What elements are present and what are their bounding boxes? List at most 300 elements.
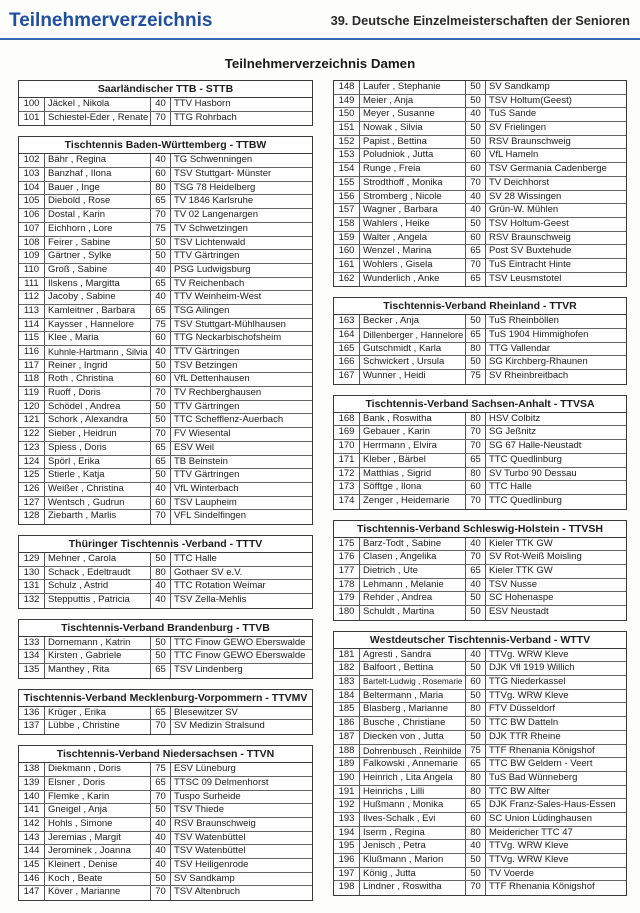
club-name: TuS Sande (489, 108, 537, 120)
start-number: 141 (19, 804, 45, 817)
participant-name: Meyer , Susanne (360, 108, 466, 121)
participant-row (334, 273, 626, 287)
participant-name: Manthey , Rita (45, 664, 151, 678)
age-class: 65 (466, 758, 486, 771)
participant-row (19, 264, 312, 278)
club-name: TTC Rotation Weimar (174, 580, 266, 592)
participant-name: König , Jutta (360, 868, 466, 881)
participant-row (334, 329, 626, 343)
club-name: TTV Weinheim-West (174, 291, 262, 303)
association-section (18, 689, 313, 735)
club-name: Blesewitzer SV (174, 706, 238, 718)
participant-name: Jenisch , Petra (360, 840, 466, 853)
age-class: 50 (466, 606, 486, 620)
age-class: 50 (466, 854, 486, 867)
age-class: 40 (466, 204, 486, 217)
participant-row (334, 149, 626, 163)
club-name: TTF Rhenania Königshof (489, 744, 595, 756)
participant-row (334, 495, 626, 509)
club-name: TTC Finow GEWO Eberswalde (174, 650, 306, 662)
start-number: 108 (19, 237, 45, 250)
start-number: 151 (334, 122, 360, 135)
age-class: 50 (151, 553, 171, 566)
club-name: DJK TTR Rheine (489, 730, 561, 742)
participant-row (334, 356, 626, 370)
club-name: HSV Colbitz (489, 412, 541, 424)
participant-name: Köver , Marianne (45, 886, 151, 900)
participant-list-right-column (333, 80, 627, 906)
participant-row (334, 232, 626, 246)
age-class: 50 (466, 95, 486, 108)
start-number: 130 (19, 567, 45, 580)
association-section (333, 297, 627, 384)
participant-name: Hohls , Simone (45, 818, 151, 831)
participant-name: Nowak , Silvia (360, 122, 466, 135)
participant-name: Ilves-Schalk , Evi (360, 813, 466, 826)
participant-row (19, 483, 312, 497)
start-number: 157 (334, 204, 360, 217)
club-name: TV Deichhorst (489, 176, 550, 188)
club-name: TSV Watenbüttel (174, 845, 246, 857)
participant-name: Roth , Christina (45, 373, 151, 386)
association-section (18, 745, 313, 901)
age-class: 40 (466, 191, 486, 204)
participant-name: Runge , Freia (360, 163, 466, 176)
participant-row (19, 553, 312, 567)
age-class: 50 (151, 469, 171, 482)
start-number: 163 (334, 315, 360, 328)
participant-row (334, 565, 626, 579)
participant-name: Koch , Beate (45, 873, 151, 886)
participant-row (19, 154, 312, 168)
start-number: 132 (19, 594, 45, 608)
participant-row (19, 278, 312, 292)
age-class: 40 (466, 108, 486, 121)
participant-name: Söfftge , Ilona (360, 481, 466, 494)
club-name: PSG Ludwigsburg (174, 263, 251, 275)
age-class: 80 (466, 468, 486, 481)
start-number: 185 (334, 703, 360, 716)
age-class: 50 (151, 360, 171, 373)
start-number: 107 (19, 223, 45, 236)
club-name: TSV Leusmstotel (489, 272, 562, 284)
list-title: Teilnehmerverzeichnis Damen (224, 56, 416, 71)
participant-row (19, 594, 312, 608)
club-name: TSV Watenbüttel (174, 831, 246, 843)
club-name: TSV Nusse (489, 578, 538, 590)
club-name: TTG Niederkassel (489, 676, 566, 688)
participant-row (19, 859, 312, 873)
participant-name: Diecken von , Jutta (360, 731, 466, 744)
age-class: 70 (466, 259, 486, 272)
start-number: 117 (19, 360, 45, 373)
participant-name: Dornemann , Katrin (45, 637, 151, 650)
club-name: SV Sandkamp (489, 81, 550, 92)
club-name: RSV Braunschweig (489, 231, 571, 243)
participant-name: Barz-Todt , Sabine (360, 538, 466, 551)
start-number: 196 (334, 854, 360, 867)
age-class: 50 (466, 315, 486, 328)
participant-name: Mehner , Carola (45, 553, 151, 566)
participant-row (19, 442, 312, 456)
age-class: 70 (151, 510, 171, 524)
club-name: VfL Winterbach (174, 482, 239, 494)
participant-name: Schwickert , Ursula (360, 356, 466, 369)
age-class: 40 (151, 98, 171, 111)
club-name: TTV Hasborn (174, 98, 231, 109)
club-name: Post SV Buxtehude (489, 245, 572, 257)
age-class: 70 (151, 720, 171, 734)
participant-row (19, 428, 312, 442)
age-class: 65 (466, 273, 486, 287)
start-number: 137 (19, 720, 45, 734)
participant-row (334, 745, 626, 759)
club-name: Kieler TTK GW (489, 564, 553, 576)
club-name: TV 02 Langenargen (174, 209, 258, 221)
start-number: 158 (334, 218, 360, 231)
age-class: 70 (151, 209, 171, 222)
start-number: 174 (334, 495, 360, 509)
start-number: 127 (19, 497, 45, 510)
club-name: SG Kirchberg-Rhaunen (489, 356, 588, 368)
club-name: TV 1846 Karlsruhe (174, 195, 254, 207)
section-heading: Westdeutscher Tischtennis-Verband - WTTV (334, 632, 626, 649)
age-class: 50 (151, 250, 171, 263)
club-name: VfL Dettenhausen (174, 373, 250, 385)
participant-name: Gneigel , Anja (45, 804, 151, 817)
participant-row (19, 650, 312, 664)
age-class: 65 (151, 442, 171, 455)
participant-name: Kuhnle-Hartmann , Silvia (45, 346, 151, 359)
start-number: 190 (334, 772, 360, 785)
age-class: 70 (466, 881, 486, 895)
start-number: 183 (334, 676, 360, 689)
start-number: 182 (334, 662, 360, 675)
participant-row (19, 401, 312, 415)
participant-name: Krüger , Erika (45, 707, 151, 720)
participant-name: Banzhaf , Ilona (45, 168, 151, 181)
club-name: Meidericher TTC 47 (489, 826, 573, 838)
participant-row (19, 223, 312, 237)
start-number: 177 (334, 565, 360, 578)
club-name: SV Rheinbreitbach (489, 370, 569, 382)
participant-row (19, 305, 312, 319)
participant-row (334, 662, 626, 676)
club-name: TTG Vallendar (489, 342, 551, 354)
age-class: 50 (151, 650, 171, 663)
participant-row (334, 538, 626, 552)
start-number: 135 (19, 664, 45, 678)
club-name: TTV Gärtringen (174, 400, 240, 412)
age-class: 65 (151, 664, 171, 678)
participant-name: Reiner , Ingrid (45, 360, 151, 373)
club-name: Gothaer SV e.V. (174, 566, 243, 578)
club-name: ESV Weil (174, 441, 214, 453)
participant-name: Dohrenbusch , Reinhilde (360, 745, 466, 758)
club-name: TTC Finow GEWO Eberswalde (174, 636, 306, 648)
age-class: 80 (151, 567, 171, 580)
participant-name: Wahlers , Heike (360, 218, 466, 231)
club-name: TSV Thiede (174, 804, 224, 816)
club-name: TSG 78 Heidelberg (174, 181, 256, 193)
club-name: VfL Hameln (489, 149, 539, 161)
start-number: 152 (334, 136, 360, 149)
club-name: SV Frielingen (489, 122, 547, 134)
age-class: 50 (466, 122, 486, 135)
participant-name: Lübbe , Christine (45, 720, 151, 734)
participant-row (334, 772, 626, 786)
participant-row (334, 703, 626, 717)
participant-name: Iserm , Regina (360, 827, 466, 840)
participant-name: Schiestel-Eder , Renate (45, 112, 151, 126)
club-name: VFL Sindelfingen (174, 510, 247, 522)
participant-row (19, 456, 312, 470)
participant-name: Agresti , Sandra (360, 649, 466, 662)
age-class: 75 (151, 763, 171, 776)
club-name: TuS 1904 Himmighofen (489, 329, 589, 340)
age-class: 40 (151, 818, 171, 831)
participant-name: Strodthoff , Monika (360, 177, 466, 190)
participant-name: Flemke , Karin (45, 791, 151, 804)
start-number: 179 (334, 592, 360, 605)
club-name: TV Rechberghausen (174, 387, 262, 399)
age-class: 40 (151, 845, 171, 858)
header-rule (0, 38, 640, 40)
start-number: 188 (334, 745, 360, 758)
start-number: 101 (19, 112, 45, 126)
start-number: 119 (19, 387, 45, 400)
participant-name: Groß , Sabine (45, 264, 151, 277)
participant-name: Clasen , Angelika (360, 551, 466, 564)
participant-name: Gebauer , Karin (360, 426, 466, 439)
participant-name: Wunderlich , Anke (360, 273, 466, 287)
start-number: 165 (334, 343, 360, 356)
participant-row (334, 163, 626, 177)
age-class: 80 (151, 182, 171, 195)
participant-row (19, 373, 312, 387)
participant-name: Papist , Bettina (360, 136, 466, 149)
age-class: 70 (466, 426, 486, 439)
start-number: 164 (334, 329, 360, 342)
participant-row (334, 592, 626, 606)
participant-row (19, 720, 312, 734)
age-class: 50 (466, 717, 486, 730)
participant-name: Feirer , Sabine (45, 237, 151, 250)
club-name: TSV Holtum-Geest (489, 217, 569, 229)
start-number: 145 (19, 859, 45, 872)
participant-name: Klußmann , Marion (360, 854, 466, 867)
age-class: 75 (151, 319, 171, 332)
club-name: TSV Betzingen (174, 359, 238, 371)
association-section (333, 80, 627, 287)
start-number: 123 (19, 442, 45, 455)
participant-name: Elsner , Doris (45, 777, 151, 790)
age-class: 80 (466, 343, 486, 356)
start-number: 168 (334, 413, 360, 426)
age-class: 65 (151, 195, 171, 208)
age-class: 70 (466, 177, 486, 190)
participant-name: Ilskens , Margitta (45, 278, 151, 291)
start-number: 134 (19, 650, 45, 663)
age-class: 50 (466, 662, 486, 675)
club-name: SC Hohenaspe (489, 592, 554, 604)
age-class: 70 (466, 551, 486, 564)
start-number: 189 (334, 758, 360, 771)
participant-name: Dietrich , Ute (360, 565, 466, 578)
start-number: 153 (334, 149, 360, 162)
participant-name: Becker , Anja (360, 315, 466, 328)
club-name: TTSC 09 Delmenhorst (174, 776, 269, 788)
age-class: 80 (466, 827, 486, 840)
participant-row (334, 649, 626, 663)
age-class: 60 (466, 232, 486, 245)
club-name: TTC Halle (489, 481, 532, 493)
participant-row (334, 758, 626, 772)
start-number: 187 (334, 731, 360, 744)
start-number: 112 (19, 291, 45, 304)
club-name: TTF Rhenania Königshof (489, 881, 595, 893)
participant-row (334, 426, 626, 440)
start-number: 105 (19, 195, 45, 208)
participant-name: Wagner , Barbara (360, 204, 466, 217)
participant-row (334, 551, 626, 565)
participant-row (334, 245, 626, 259)
age-class: 50 (151, 401, 171, 414)
association-section (18, 619, 313, 679)
club-name: SG 67 Halle-Neustadt (489, 440, 582, 452)
age-class: 50 (466, 356, 486, 369)
club-name: TSV Laupheim (174, 496, 237, 508)
participant-name: Weißer , Christina (45, 483, 151, 496)
participant-row (19, 469, 312, 483)
start-number: 104 (19, 182, 45, 195)
club-name: SV Turbo 90 Dessau (489, 467, 577, 479)
club-name: TSV Altenbruch (174, 886, 241, 898)
participant-row (334, 579, 626, 593)
age-class: 65 (151, 707, 171, 720)
participant-name: Schuldt , Martina (360, 606, 466, 620)
start-number: 191 (334, 786, 360, 799)
age-class: 80 (466, 413, 486, 426)
association-section (333, 631, 627, 896)
participant-row (334, 177, 626, 191)
start-number: 155 (334, 177, 360, 190)
participant-row (19, 791, 312, 805)
club-name: SG Jeßnitz (489, 426, 536, 438)
participant-row (19, 360, 312, 374)
start-number: 125 (19, 469, 45, 482)
participant-row (334, 440, 626, 454)
start-number: 114 (19, 319, 45, 332)
participant-row (334, 731, 626, 745)
participant-row (334, 343, 626, 357)
participant-name: Beltermann , Maria (360, 690, 466, 703)
participant-name: Schulz , Astrid (45, 580, 151, 593)
club-name: TuS Bad Wünneberg (489, 771, 578, 783)
participant-row (19, 510, 312, 524)
club-name: TB Beinstein (174, 455, 228, 467)
start-number: 148 (334, 81, 360, 94)
participant-row (19, 182, 312, 196)
section-heading: Tischtennis-Verband Sachsen-Anhalt - TTVSA (334, 396, 626, 413)
age-class: 60 (151, 373, 171, 386)
participant-row (19, 818, 312, 832)
participant-name: Bartelt-Ludwig , Rosemarie (360, 676, 466, 689)
participant-row (19, 250, 312, 264)
participant-name: Wenzel , Marina (360, 245, 466, 258)
participant-row (334, 786, 626, 800)
participant-row (19, 637, 312, 651)
age-class: 40 (151, 832, 171, 845)
participant-row (334, 259, 626, 273)
participant-name: Lehmann , Melanie (360, 579, 466, 592)
participant-row (19, 804, 312, 818)
start-number: 133 (19, 637, 45, 650)
age-class: 65 (151, 777, 171, 790)
age-class: 50 (151, 804, 171, 817)
club-name: TSV Lindenberg (174, 664, 243, 676)
start-number: 113 (19, 305, 45, 318)
association-section (18, 535, 313, 609)
start-number: 167 (334, 370, 360, 384)
participant-row (334, 108, 626, 122)
club-name: TTV Gärtringen (174, 346, 240, 357)
participant-row (334, 868, 626, 882)
start-number: 172 (334, 468, 360, 481)
start-number: 121 (19, 414, 45, 427)
age-class: 80 (466, 703, 486, 716)
age-class: 40 (151, 346, 171, 359)
participant-row (19, 319, 312, 333)
participant-name: Rehder , Andrea (360, 592, 466, 605)
age-class: 40 (151, 594, 171, 608)
participant-row (334, 413, 626, 427)
club-name: SV Sandkamp (174, 872, 235, 884)
start-number: 156 (334, 191, 360, 204)
start-number: 136 (19, 707, 45, 720)
start-number: 160 (334, 245, 360, 258)
participant-name: Bank , Roswitha (360, 413, 466, 426)
participant-name: Wentsch , Gudrun (45, 497, 151, 510)
club-name: TTG Rohrbach (174, 111, 237, 123)
age-class: 65 (151, 278, 171, 291)
association-section (333, 395, 627, 510)
participant-row (19, 414, 312, 428)
participant-row (19, 567, 312, 581)
participant-name: Sieber , Heidrun (45, 428, 151, 441)
participant-name: Ziebarth , Marlis (45, 510, 151, 524)
start-number: 149 (334, 95, 360, 108)
age-class: 65 (466, 454, 486, 467)
start-number: 169 (334, 426, 360, 439)
age-class: 60 (151, 168, 171, 181)
age-class: 80 (466, 772, 486, 785)
age-class: 50 (466, 868, 486, 881)
start-number: 144 (19, 845, 45, 858)
age-class: 40 (151, 264, 171, 277)
age-class: 40 (151, 154, 171, 167)
club-name: TuS Rheinböllen (489, 315, 559, 327)
age-class: 60 (466, 149, 486, 162)
participant-name: Wunner , Heidi (360, 370, 466, 384)
age-class: 50 (151, 637, 171, 650)
start-number: 139 (19, 777, 45, 790)
start-number: 166 (334, 356, 360, 369)
age-class: 65 (466, 799, 486, 812)
start-number: 143 (19, 832, 45, 845)
start-number: 147 (19, 886, 45, 900)
participant-row (19, 886, 312, 900)
